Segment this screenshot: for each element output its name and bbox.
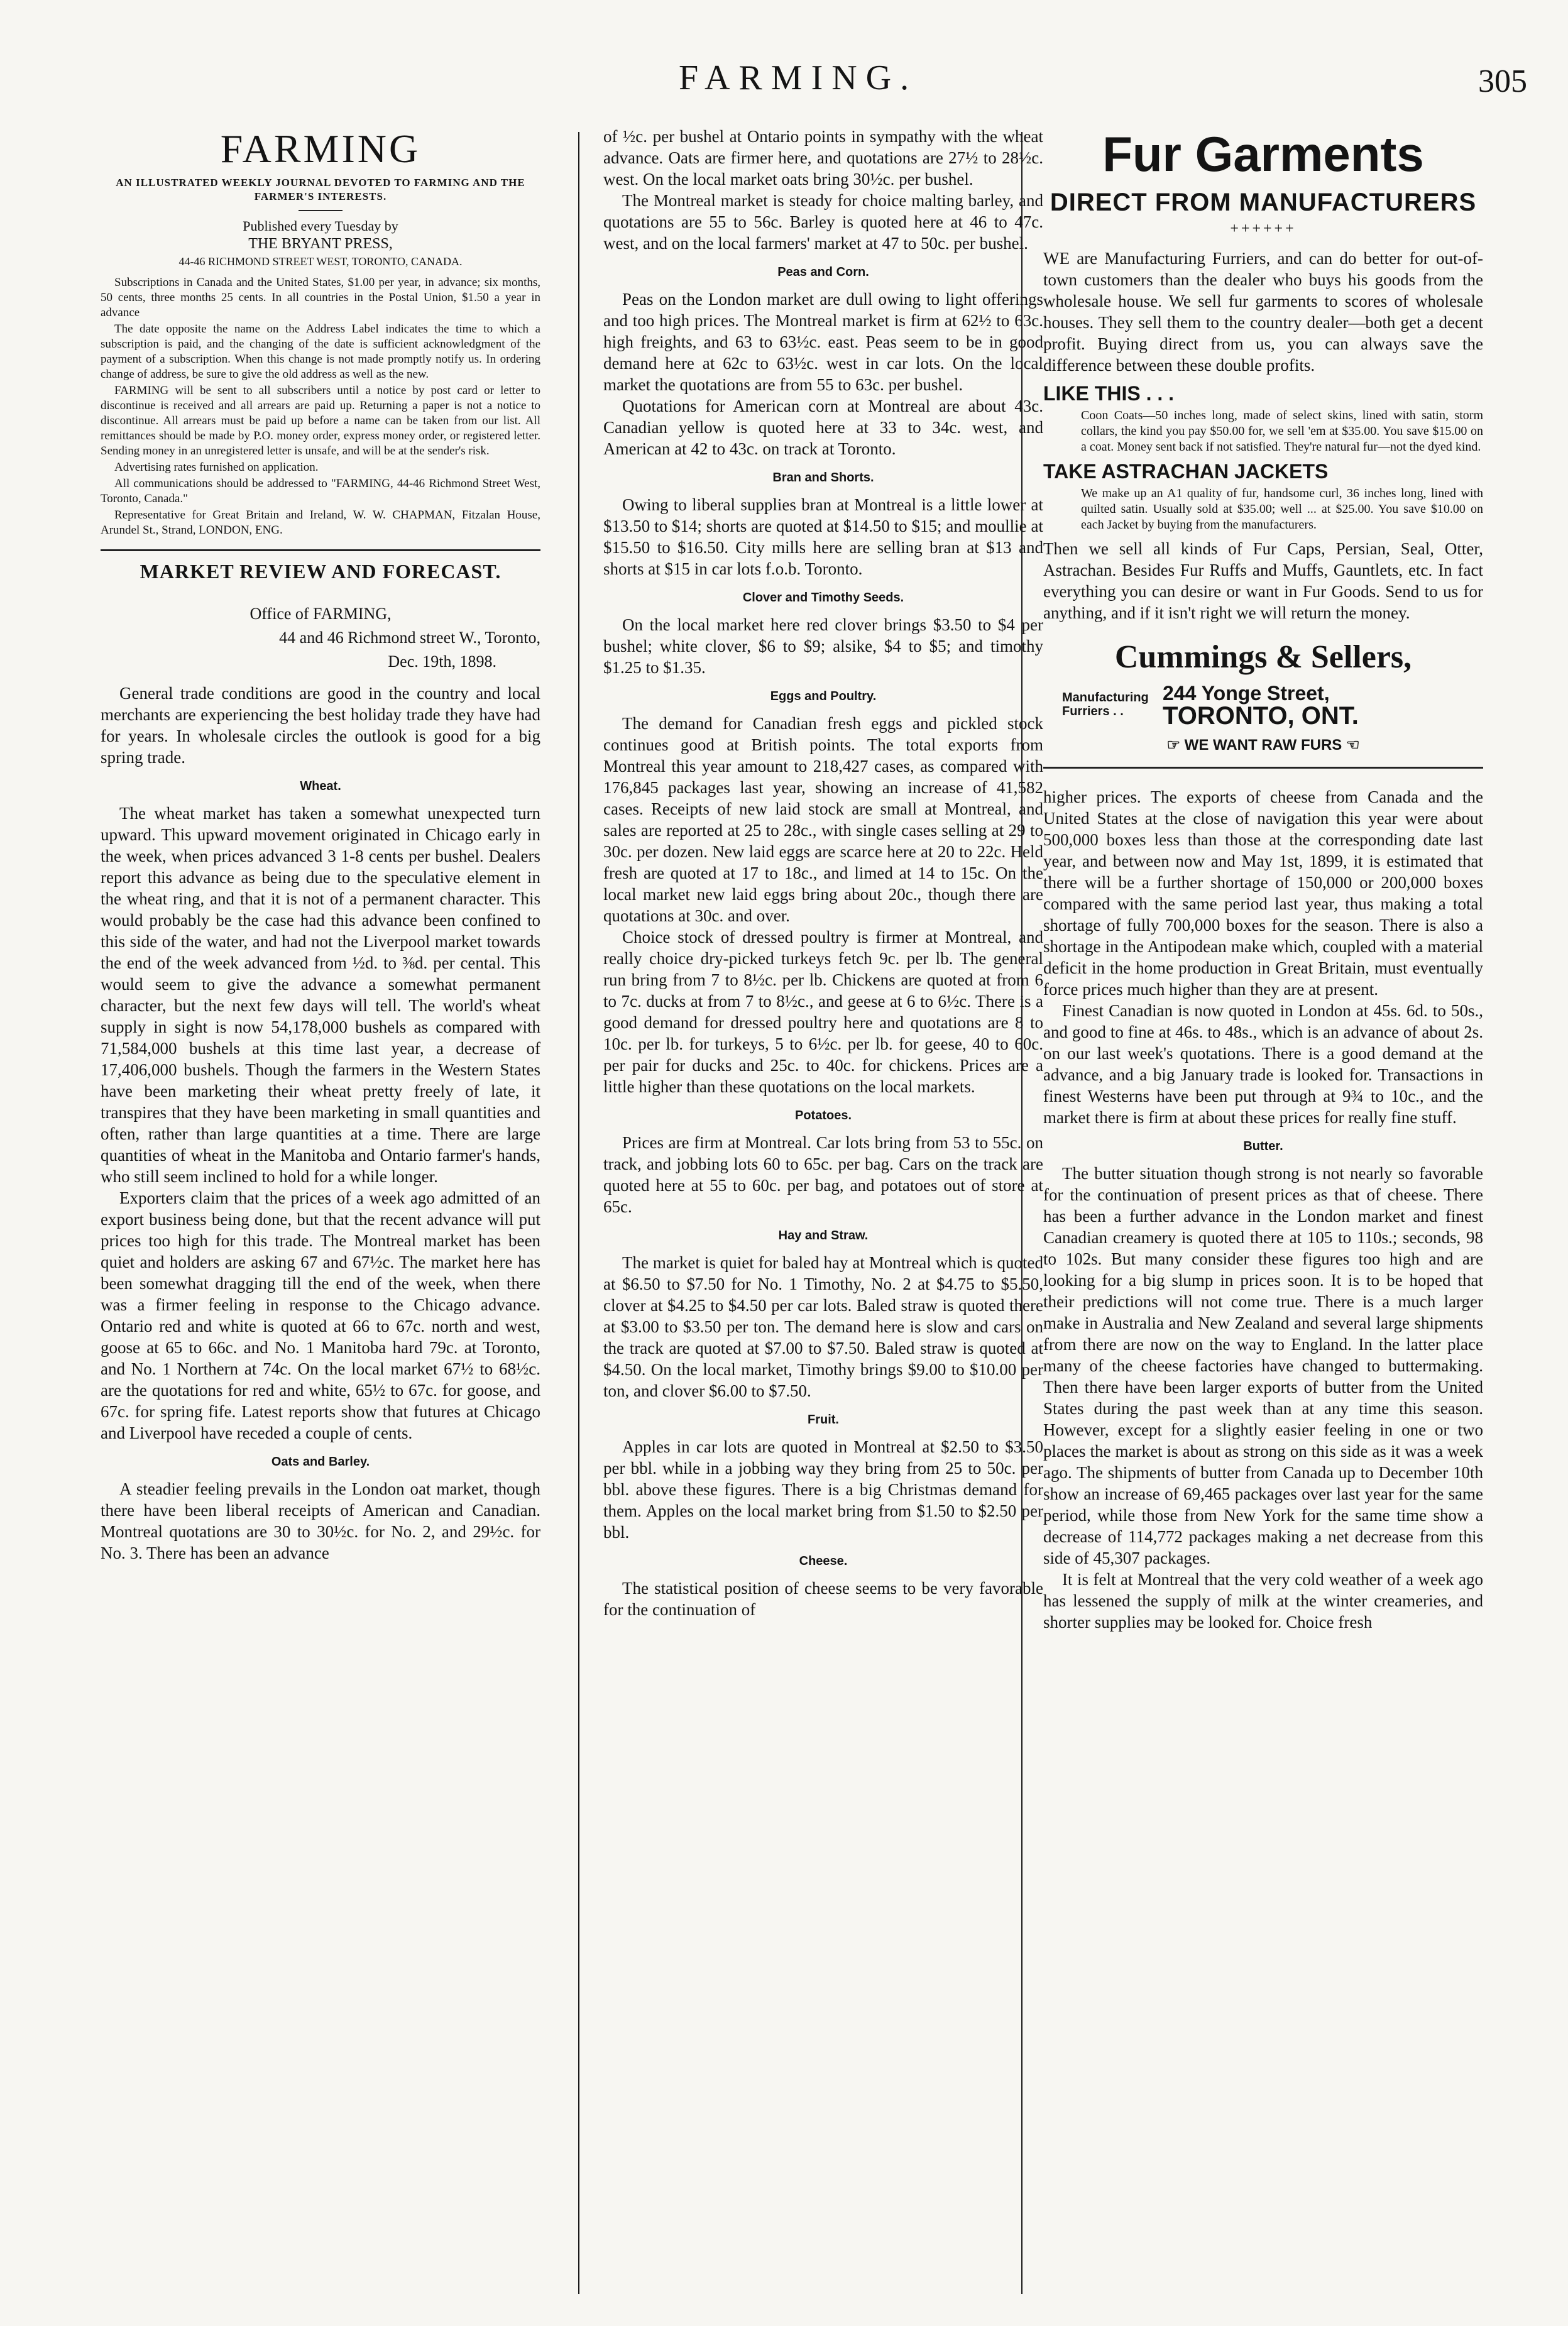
paragraph: The wheat market has taken a somewhat unexpected turn upward. This upward movement originated in Chicago early in the week, when prices advanced 3 1-8 cents per bushel. Dealers report this advance as being due to the speculative element in the wheat ring, and that it is not of a permanent character. This would probably be the case had this advance been confined to this side of the water, and had not the Liverpool market towards the end of the week advanced from ½d. to ⅜d. per cental. This would seem to give the advance a somewhat permanent character, but the next few days will tell. The world's wheat supply in sight is now 54,178,000 bushels as compared with 71,584,000 bushels at this time last year, a decrease of 17,406,000 bushels. Though the farmers in the Western States have been marketing their wheat pretty freely of late, it transpires that they have been marketing in small quantities and often, rather than large quantities at a time. There are large quantities of wheat in the Manitoba and Ontario farmer's hands, who still seem inclined to hold for a while longer. <box>101 804 540 1186</box>
ad-astrachan-heading: TAKE ASTRACHAN JACKETS <box>1043 460 1329 483</box>
paragraph: On the local market here red clover brings $3.50 to $4 per bushel; white clover, $6 to $9; alsike, $4 to $5; and timothy $1.25 to $1.35. <box>603 615 1043 677</box>
subheading-oats: Oats and Barley. <box>271 1455 370 1469</box>
divider <box>1043 767 1483 769</box>
masthead-title: FARMING <box>220 126 421 171</box>
paragraph: Owing to liberal supplies bran at Montreal is a little lower at $13.50 to $14; shorts are quoted at $14.50 to $15; and moullie at $15.50 to $16.50. City mills here are selling bran at $13 and shorts at $15 in car lots f.o.b. Toronto. <box>603 495 1043 578</box>
subheading-cheese: Cheese. <box>799 1554 848 1568</box>
paragraph: A steadier feeling prevails in the London oat market, though there have been liberal receipts of American and Canadian. Montreal quotations are 30 to 30½c. for No. 2, and 29½c. for No. 3. There has been an advance <box>101 1479 540 1562</box>
paragraph: Choice stock of dressed poultry is firmer at Montreal, and really choice dry-picked turkeys fetch 9c. per lb. The general run bring from 7 to 8½c. per lb. Chickens are quoted at from 6 to 7c. ducks at from 7 to 8½c., and geese at 6 to 6½c. There is a good demand for dressed poultry here and quotations are 8 to 10c. per lb. for turkeys, 5 to 6½c. per lb. for geese, 40 to 60c. per pair for ducks and 25c. to 40c. for chickens. Prices are a little higher than these quotations on the local markets. <box>603 928 1043 1096</box>
column-3 <box>1043 126 1483 2300</box>
running-head: FARMING. <box>679 58 918 97</box>
divider <box>101 549 540 551</box>
ad-want-raw-furs: ☞ WE WANT RAW FURS ☜ <box>1166 737 1360 754</box>
paragraph: The Montreal market is steady for choice malting barley, and quotations are 55 to 56c. Barley is quoted here at 46 to 47c. west, and on the local farmers' market at 47 to 50c. per bushel. <box>603 191 1043 253</box>
page-number: 305 <box>1478 63 1527 99</box>
ad-astrachan-text: We make up an A1 quality of fur, handsome curl, 36 inches long, lined with quilted satin. Usually sold at $35.00; well ... at $25.00. You save $10.00 on each Jacket by buying from the manufacturers. <box>1081 486 1483 532</box>
paragraph: higher prices. The exports of cheese from Canada and the United States at the close of navigation this year were about 500,000 boxes less than those at the corresponding date last year, and between now and May 1st, 1899, it is estimated that there will be a further shortage of 150,000 or 200,000 boxes compared with the same period last year, thus making a total shortage of fully 700,000 boxes for the season. There is also a shortage in the Antipodean make which, coupled with a material deficit in the home production in Great Britain, must eventually force prices much higher than they are at present. <box>1043 787 1483 999</box>
paragraph: Quotations for American corn at Montreal are about 43c. Canadian yellow is quoted here at 33 to 34c. west, and American at 42 to 43c. on track at Toronto. <box>603 397 1043 458</box>
subheading-hay: Hay and Straw. <box>778 1229 869 1243</box>
notice: Advertising rates furnished on application. <box>114 461 319 474</box>
ad-city: TORONTO, ONT. <box>1163 702 1359 730</box>
paragraph: Exporters claim that the prices of a week ago admitted of an export business being done, but that the recent advance will put prices too high for this trade. The Montreal market has been quiet and holders are asking 67 and 67½c. The market here has been somewhat dragging till the end of the week, when there was a firmer feeling in response to the Chicago advance. Ontario red and white is quoted at 66 to 67c. north and west, goose at 65 to 66c. and No. 1 Manitoba hard 79c. at Toronto, and No. 1 Northern at 74c. On the local market 67½ to 68½c. are the quotations for red and white, 65½ to 67c. for goose, and 67c. for spring fife. Latest reports show that futures at Chicago and Liverpool have receded a couple of cents. <box>101 1188 540 1442</box>
paragraph: The butter situation though strong is not nearly so favorable for the continuation of present prices as that of cheese. There has been a further advance in the London market and finest Canadian creamery is quoted there at 105 to 110s.; seconds, 98 to 102s. But many consider these figures too high and are looking for a big slump in prices soon. It is to be hoped that their predictions will not come true. There is a much larger make in Australia and New Zealand and several large shipments from there are now on the way to England. In the latter place many of the cheese factories have changed to buttermaking. Then there have been larger exports of butter from the United States during the past week than at any time this season. However, except for a slightly easier feeling in one or two places the market is about as strong on this side as it was a week ago. The shipments of butter from Canada up to December 10th show an increase of 69,465 packages over last year for the same period, while those from New York for the same time show a decrease of 114,772 packages making a net decrease from this side of 45,307 packages. <box>1043 1164 1483 1567</box>
divider <box>299 210 343 211</box>
subheading-potatoes: Potatoes. <box>794 1109 852 1122</box>
ad-address <box>1062 682 1483 730</box>
ad-then-text: Then we sell all kinds of Fur Caps, Persian, Seal, Otter, Astrachan. Besides Fur Ruffs and Muffs, Gauntlets, etc. In fact everything you can desire or want in Fur Goods. Send to us for anything, and if it isn't right we will return the money. <box>1043 539 1483 622</box>
subheading-eggs: Eggs and Poultry. <box>770 689 877 703</box>
paragraph: of ½c. per bushel at Ontario points in sympathy with the wheat advance. Oats are firmer here, and quotations are 27½ to 28½c. west. On the local market oats bring 30½c. per bushel. <box>603 127 1043 189</box>
paragraph: The market is quiet for baled hay at Montreal which is quoted at $6.50 to $7.50 for No. 1 Timothy, No. 2 at $4.75 to $5.50, clover at $4.25 to $4.50 per car lots. Baled straw is quoted there at $3.00 to $3.50 per ton. The demand here is slow and cars on the track are quoted at $7.00 to $7.50. Baled straw is quoted at $4.50. On the local market, Timothy brings $9.00 to $10.00 per ton, and clover $6.00 to $7.50. <box>603 1253 1043 1400</box>
ad-like-text: Coon Coats—50 inches long, made of select skins, lined with satin, storm collars, the kind you pay $50.00 for, we sell 'em at $35.00. You save $15.00 on a coat. Money sent back if not satisfied. They're natural fur—not the dyed kind. <box>1081 409 1483 454</box>
section-heading: MARKET REVIEW AND FORECAST. <box>140 560 502 583</box>
paragraph: Prices are firm at Montreal. Car lots bring from 53 to 55c. on track, and jobbing lots 60 to 65c. per bag. Cars on the track are quoted here at 55 to 60c. per bag, and potatoes out of store at 65c. <box>603 1133 1043 1216</box>
office-line: Office of FARMING, <box>249 605 392 623</box>
published-line: Published every Tuesday by <box>243 218 398 234</box>
subheading-bran: Bran and Shorts. <box>772 471 874 485</box>
ad-subtitle: DIRECT FROM MANUFACTURERS <box>1050 189 1477 216</box>
paragraph: The demand for Canadian fresh eggs and pickled stock continues good at British points. The total exports from Montreal this year amount to 218,427 cases, as compared with 176,845 packages last year, showing an increase of 41,582 cases. Receipts of new laid stock are small at Montreal, and sales are reported at 25 to 28c., with single cases selling at 29 to 30c. per dozen. New laid eggs are scarce here at 20 to 22c. Held fresh are quoted at 17 to 18c., and limed at 14 to 15c. On the local market new laid eggs bring about 20c., though there are quotations at 30c. and over. <box>603 714 1043 925</box>
column-rule-1 <box>578 132 579 2294</box>
paragraph: Peas on the London market are dull owing to light offerings and too high prices. The Montreal market is firm at 62½ to 63c. high freights, and 63 to 63½c. east. Peas seem to be in good demand here at 62c to 63½c. west in car lots. On the local market the quotations are from 55 to 63c. per bushel. <box>603 290 1043 394</box>
ad-title: Fur Garments <box>1102 126 1424 182</box>
notice: The date opposite the name on the Address Label indicates the time to which a subscription is paid, and the changing of the date is sufficient acknowledgment of the payment of a subscription. When this change is not made promptly notify us. In ordering change of address, be sure to give the old address as well as the new. <box>101 322 540 381</box>
paragraph: The statistical position of cheese seems to be very favorable for the continuation of <box>603 1579 1043 1619</box>
notice: Representative for Great Britain and Ireland, W. W. CHAPMAN, Fitzalan House, Arundel St., Strand, LONDON, ENG. <box>101 508 540 537</box>
ad-street: 244 Yonge Street, <box>1163 682 1330 705</box>
ad-like-heading: LIKE THIS . . . <box>1043 382 1175 405</box>
paragraph: Apples in car lots are quoted in Montreal at $2.50 to $3.50 per bbl. while in a jobbing way they bring from 25 to 50c. per bbl. above these figures. There is a big Christmas demand for them. Apples on the local market bring from $1.50 to $2.50 per bbl. <box>603 1437 1043 1542</box>
subheading-butter: Butter. <box>1243 1139 1283 1153</box>
notice: All communications should be addressed to "FARMING, 44-46 Richmond Street West, Toronto, Canada." <box>101 477 540 505</box>
masthead-subtitle: AN ILLUSTRATED WEEKLY JOURNAL DEVOTED TO FARMING AND THE FARMER'S INTERESTS. <box>116 177 525 202</box>
notice: FARMING will be sent to all subscribers until a notice by post card or letter to discontinue is received and all arrears are paid up. Returning a paper is not a notice to discontinue. All arrears must be paid up before a name can be taken from our list. All remittances should be made by P.O. money order, express money order, or registered letter. Sending money in an unregistered letter is unsafe, and will be at the sender's risk. <box>101 384 540 458</box>
subheading-wheat: Wheat. <box>300 779 341 793</box>
fur-advertisement <box>1043 126 1483 769</box>
ad-firm-name: Cummings & Sellers, <box>1114 639 1412 675</box>
notice: Subscriptions in Canada and the United States, $1.00 per year, in advance; six months, 50 cents, three months 25 cents. In all countries in the Postal Union, $1.50 a year in advance <box>101 276 540 319</box>
ad-intro: WE are Manufacturing Furriers, and can do better for out-of-town customers than the dealer who buys his goods from the wholesale house. We sell fur garments to scores of wholesale houses. They sell them to the country dealer—both get a decent profit. Buying direct from us, you can always save the difference between these double profits. <box>1043 249 1483 375</box>
paragraph: Finest Canadian is now quoted in London at 45s. 6d. to 50s., and good to fine at 46s. to 48s., which is an advance of about 2s. on our last week's quotations. There is a good demand at the advance, and a big January trade is looked for. Transactions in finest Westerns have been put through at 9¾ to 10c., and the market there is firm at about these prices for really fine stuff. <box>1043 1001 1483 1127</box>
subheading-clover: Clover and Timothy Seeds. <box>742 591 904 605</box>
column-1 <box>101 126 540 2300</box>
column-2 <box>603 126 1043 2300</box>
ad-ornament: ++++++ <box>1230 221 1297 237</box>
publisher: THE BRYANT PRESS, <box>248 236 393 252</box>
publisher-address: 44-46 RICHMOND STREET WEST, TORONTO, CANADA. <box>178 255 463 268</box>
subheading-fruit: Fruit. <box>808 1413 839 1427</box>
office-street: 44 and 46 Richmond street W., Toronto, <box>279 628 540 647</box>
paragraph: It is felt at Montreal that the very cold weather of a week ago has lessened the supply of milk at the winter creameries, and shorter supplies may be looked for. Choice fresh <box>1043 1570 1483 1632</box>
ad-firm-label: Manufacturing Furriers . . <box>1062 691 1149 718</box>
paragraph: General trade conditions are good in the country and local merchants are experiencing the best holiday trade they have had for years. In wholesale circles the outlook is good for a big spring trade. <box>101 684 540 767</box>
dateline: Dec. 19th, 1898. <box>388 652 496 671</box>
subheading-peas: Peas and Corn. <box>777 265 869 279</box>
